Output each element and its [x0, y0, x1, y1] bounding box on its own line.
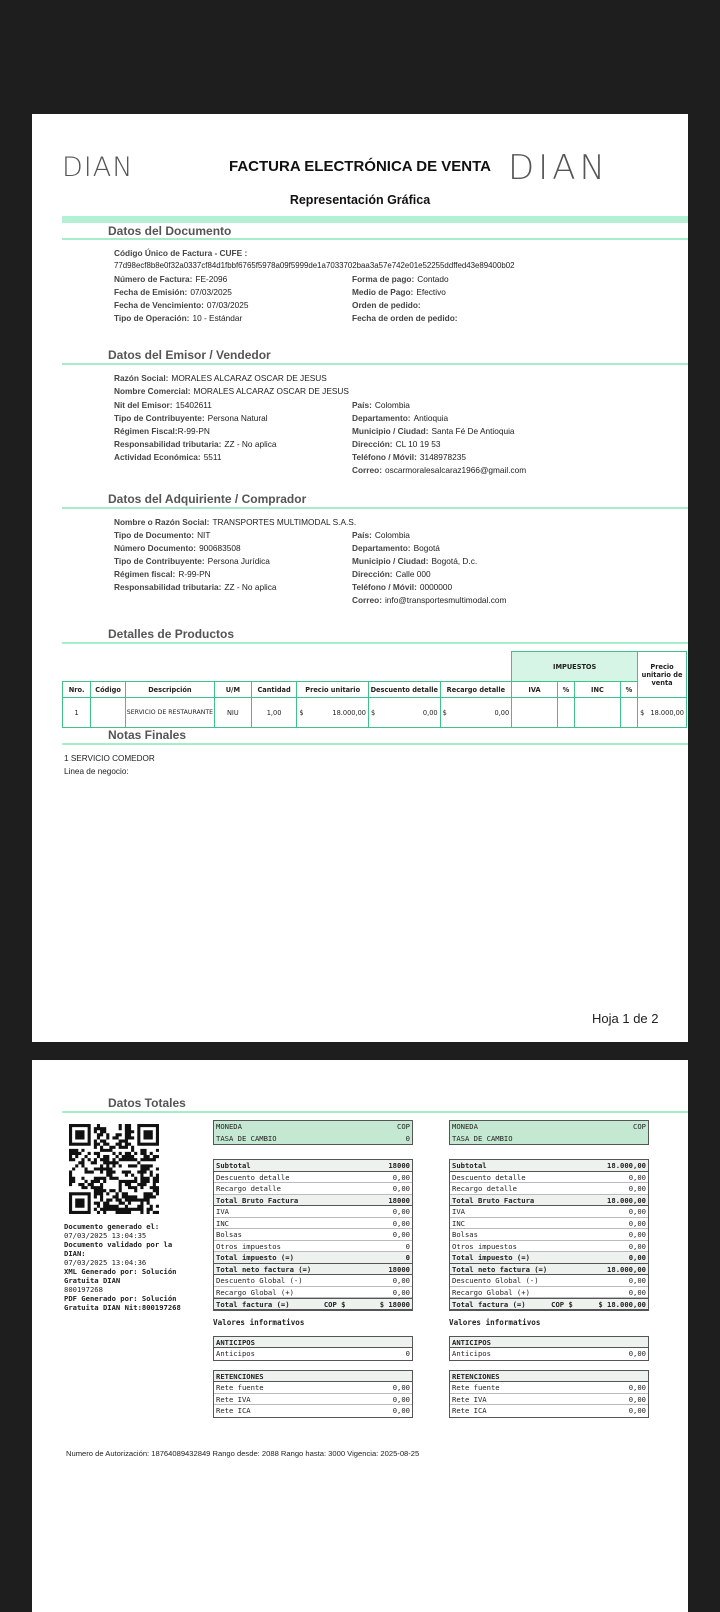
dian-logo-right: DIAN	[508, 148, 609, 188]
field-pais: País: Colombia	[352, 530, 410, 540]
total-row: Recargo detalle 0,00	[216, 1184, 410, 1193]
cell-precio-venta: $ 18.000,00	[638, 698, 687, 728]
moneda-row: MONEDA COP	[216, 1122, 410, 1131]
documento-left-fields	[114, 274, 248, 326]
field-responsabilidad: Responsabilidad tributaria: ZZ - No aplica	[114, 439, 277, 449]
invoice-page-2	[32, 1060, 688, 1612]
col-header-descuento: Descuento detalle	[368, 682, 440, 698]
field-medio-pago: Medio de Pago: Efectivo	[352, 287, 446, 297]
anticipos-row: Anticipos 0,00	[452, 1349, 646, 1358]
validado-value: 07/03/2025 13:04:36	[64, 1258, 147, 1267]
field-direccion: Dirección: Calle 000	[352, 569, 431, 579]
total-row: INC 0,00	[452, 1218, 646, 1228]
totals-box	[449, 1159, 649, 1311]
total-row: Recargo Global (+) 0,00	[452, 1287, 646, 1297]
total-row: Otros impuestos 0	[216, 1241, 410, 1251]
field-departamento: Departamento: Antioquia	[352, 413, 449, 423]
field-fecha-emision: Fecha de Emisión: 07/03/2025	[114, 287, 232, 297]
col-header-precio-unitario: Precio unitario	[297, 682, 369, 698]
field-correo: Correo: info@transportesmultimodal.com	[352, 595, 507, 605]
cell-iva	[512, 698, 558, 728]
retenciones-header: RETENCIONES	[450, 1371, 648, 1383]
emisor-left-fields	[114, 400, 277, 465]
total-row: Bolsas 0,00	[452, 1230, 646, 1239]
cell-iva-pct	[557, 698, 574, 728]
cell-cantidad: 1,00	[251, 698, 297, 728]
retencion-row: Rete ICA 0,00	[216, 1406, 410, 1415]
section-title-notas: Notas Finales	[108, 728, 187, 742]
generado-value: 07/03/2025 13:04:35	[64, 1231, 147, 1240]
field-nit-emisor: Nit del Emisor: 15402611	[114, 400, 212, 410]
total-row: IVA 0,00	[216, 1207, 410, 1216]
field-fecha-orden-pedido: Fecha de orden de pedido:	[352, 313, 458, 323]
retencion-row: Rete fuente 0,00	[452, 1383, 646, 1392]
valores-informativos: Valores informativos	[449, 1317, 541, 1327]
field-responsabilidad: Responsabilidad tributaria: ZZ - No aplica	[114, 582, 277, 592]
total-row: Otros impuestos 0,00	[452, 1241, 646, 1251]
divider	[62, 238, 688, 240]
anticipos-box	[213, 1336, 413, 1361]
field-direccion: Dirección: CL 10 19 53	[352, 439, 441, 449]
emisor-top-fields	[114, 373, 349, 399]
field-tipo-operacion: Tipo de Operación: 10 - Estándar	[114, 313, 243, 323]
tasa-row: TASA DE CAMBIO 0	[216, 1133, 410, 1143]
col-header-precio-venta: Precio unitario de venta	[638, 652, 687, 698]
generation-info	[64, 1222, 194, 1312]
document-subtitle: Representación Gráfica	[289, 193, 431, 207]
adquiriente-left-fields	[114, 530, 277, 595]
invoice-page-1	[32, 114, 688, 1042]
document-title: FACTURA ELECTRÓNICA DE VENTA	[229, 158, 491, 175]
cell-inc-pct	[620, 698, 637, 728]
field-numero-documento: Número Documento: 900683508	[114, 543, 241, 553]
col-header-codigo: Código	[91, 682, 126, 698]
col-header-inc: INC	[575, 682, 621, 698]
field-regimen-fiscal: Régimen Fiscal:R-99-PN	[114, 426, 210, 436]
field-nombre-comercial: Nombre Comercial: MORALES ALCARAZ OSCAR DE JESUS	[114, 386, 349, 396]
products-table	[62, 651, 687, 728]
total-row: Subtotal 18000	[216, 1161, 410, 1170]
retencion-row: Rete IVA 0,00	[452, 1394, 646, 1404]
field-nombre-razon-social: Nombre o Razón Social: TRANSPORTES MULTIMODAL S.A.S.	[114, 517, 357, 527]
col-header-iva-pct: %	[557, 682, 574, 698]
col-header-descripcion: Descripción	[125, 682, 214, 698]
field-numero-factura: Número de Factura: FE-2096	[114, 274, 228, 284]
cell-recargo: $ 0,00	[440, 698, 512, 728]
divider	[62, 642, 688, 644]
qr-code-icon	[69, 1124, 159, 1214]
total-row: Descuento Global (-) 0,00	[452, 1276, 646, 1285]
cell-descuento: $ 0,00	[368, 698, 440, 728]
generado-label: Documento generado el:	[64, 1222, 160, 1231]
divider	[62, 1111, 688, 1113]
field-regimen-fiscal: Régimen fiscal: R-99-PN	[114, 569, 211, 579]
field-tipo-contribuyente: Tipo de Contribuyente: Persona Natural	[114, 413, 268, 423]
col-header-recargo: Recargo detalle	[440, 682, 512, 698]
field-tipo-contribuyente: Tipo de Contribuyente: Persona Jurídica	[114, 556, 270, 566]
cell-descripcion: SERVICIO DE RESTAURANTE	[125, 698, 214, 728]
emisor-right-fields	[352, 400, 526, 478]
table-row	[63, 698, 687, 728]
field-telefono: Teléfono / Móvil: 3148978235	[352, 452, 466, 462]
section-title-emisor: Datos del Emisor / Vendedor	[108, 348, 271, 362]
divider	[62, 363, 688, 365]
retencion-row: Rete fuente 0,00	[216, 1383, 410, 1392]
anticipos-box	[449, 1336, 649, 1361]
col-header-um: U/M	[214, 682, 251, 698]
impuestos-group-header: IMPUESTOS	[512, 652, 638, 682]
total-row: Total impuesto (=) 0,00	[452, 1253, 646, 1262]
field-municipio: Municipio / Ciudad: Bogotá, D.c.	[352, 556, 478, 566]
section-title-documento: Datos del Documento	[108, 224, 232, 238]
field-pais: País: Colombia	[352, 400, 410, 410]
field-telefono: Teléfono / Móvil: 0000000	[352, 582, 453, 592]
col-header-cantidad: Cantidad	[251, 682, 297, 698]
adquiriente-right-fields	[352, 530, 506, 608]
field-tipo-documento: Tipo de Documento: NIT	[114, 530, 211, 540]
retenciones-box	[449, 1370, 649, 1418]
total-row: Total Bruto Factura 18.000,00	[452, 1195, 646, 1205]
divider	[62, 743, 688, 745]
cufe-label: Código Único de Factura - CUFE :	[114, 248, 248, 258]
total-factura-row: Total factura (=) COP $ $ 18000	[214, 1298, 412, 1310]
total-row: Descuento detalle 0,00	[452, 1172, 646, 1182]
dian-logo-left: DIAN	[62, 152, 134, 183]
nota-line: 1 SERVICIO COMEDOR	[64, 754, 155, 763]
retencion-row: Rete IVA 0,00	[216, 1394, 410, 1404]
totals-box	[213, 1159, 413, 1311]
total-row: Recargo detalle 0,00	[452, 1184, 646, 1193]
total-row: Total neto factura (=) 18.000,00	[452, 1264, 646, 1274]
total-row: Total neto factura (=) 18000	[216, 1264, 410, 1274]
moneda-row: MONEDA COP	[452, 1122, 646, 1131]
section-title-adquiriente: Datos del Adquiriente / Comprador	[108, 492, 307, 506]
total-row: Bolsas 0,00	[216, 1230, 410, 1239]
total-row: Subtotal 18.000,00	[452, 1161, 646, 1170]
tasa-row: TASA DE CAMBIO	[450, 1133, 648, 1145]
anticipos-header: ANTICIPOS	[450, 1337, 648, 1349]
cell-inc	[575, 698, 621, 728]
totals-column-left	[213, 1120, 413, 1418]
retencion-row: Rete ICA 0,00	[452, 1406, 646, 1415]
table-spacer	[63, 652, 512, 682]
field-orden-pedido: Orden de pedido:	[352, 300, 421, 310]
top-divider	[62, 216, 688, 223]
col-header-iva: IVA	[512, 682, 558, 698]
field-fecha-vencimiento: Fecha de Vencimiento: 07/03/2025	[114, 300, 249, 310]
section-title-totales: Datos Totales	[108, 1096, 186, 1110]
field-correo: Correo: oscarmoralesalcaraz1966@gmail.com	[352, 465, 527, 475]
anticipos-row: Anticipos 0	[216, 1349, 410, 1358]
col-header-nro: Nro.	[63, 682, 91, 698]
field-actividad: Actividad Económica: 5511	[114, 452, 222, 462]
retenciones-header: RETENCIONES	[214, 1371, 412, 1383]
pdf-label: PDF Generado por: Solución Gratuita DIAN Nit:800197268	[64, 1294, 181, 1312]
page-number: Hoja 1 de 2	[592, 1011, 659, 1026]
xml-value: 800197268	[64, 1285, 103, 1294]
divider	[62, 507, 688, 509]
totals-column-right	[449, 1120, 649, 1418]
nota-line: Linea de negocio:	[64, 767, 129, 776]
cell-precio-unitario: $ 18.000,00	[297, 698, 369, 728]
total-row: INC 0,00	[216, 1218, 410, 1228]
autorizacion-line: Numero de Autorización: 18764089432849 Rango desde: 2088 Rango hasta: 3000 Vigencia: 2025-08-25	[66, 1449, 420, 1458]
retenciones-box	[213, 1370, 413, 1418]
xml-label: XML Generado por: Solución Gratuita DIAN	[64, 1267, 177, 1285]
validado-label: Documento validado por la DIAN:	[64, 1240, 173, 1258]
moneda-box	[449, 1120, 649, 1145]
total-row: Total Bruto Factura 18000	[216, 1195, 410, 1205]
total-row: Total impuesto (=) 0	[216, 1253, 410, 1262]
total-row: IVA 0,00	[452, 1207, 646, 1216]
col-header-inc-pct: %	[620, 682, 637, 698]
total-row: Descuento detalle 0,00	[216, 1172, 410, 1182]
cell-codigo	[91, 698, 126, 728]
cufe-value: 77d98ecf8b8e0f32a0337cf84d1fbbf6765f5978a09f5999de1a7033702baa3a57e742e01e52255ddffed43e89400b02	[114, 261, 515, 270]
field-razon-social: Razón Social: MORALES ALCARAZ OSCAR DE JESUS	[114, 373, 327, 383]
total-row: Descuento Global (-) 0,00	[216, 1276, 410, 1285]
documento-right-fields	[352, 274, 461, 326]
cell-um: NIU	[214, 698, 251, 728]
anticipos-header: ANTICIPOS	[214, 1337, 412, 1349]
moneda-box	[213, 1120, 413, 1145]
field-forma-pago: Forma de pago: Contado	[352, 274, 449, 284]
adquiriente-top-fields	[114, 517, 356, 530]
section-title-productos: Detalles de Productos	[108, 627, 235, 641]
cell-nro: 1	[63, 698, 91, 728]
valores-informativos: Valores informativos	[213, 1317, 305, 1327]
field-municipio: Municipio / Ciudad: Santa Fé De Antioquia	[352, 426, 515, 436]
total-row: Recargo Global (+) 0,00	[216, 1287, 410, 1297]
field-departamento: Departamento: Bogotá	[352, 543, 440, 553]
total-factura-row: Total factura (=) COP $ $ 18.000,00	[450, 1298, 648, 1310]
